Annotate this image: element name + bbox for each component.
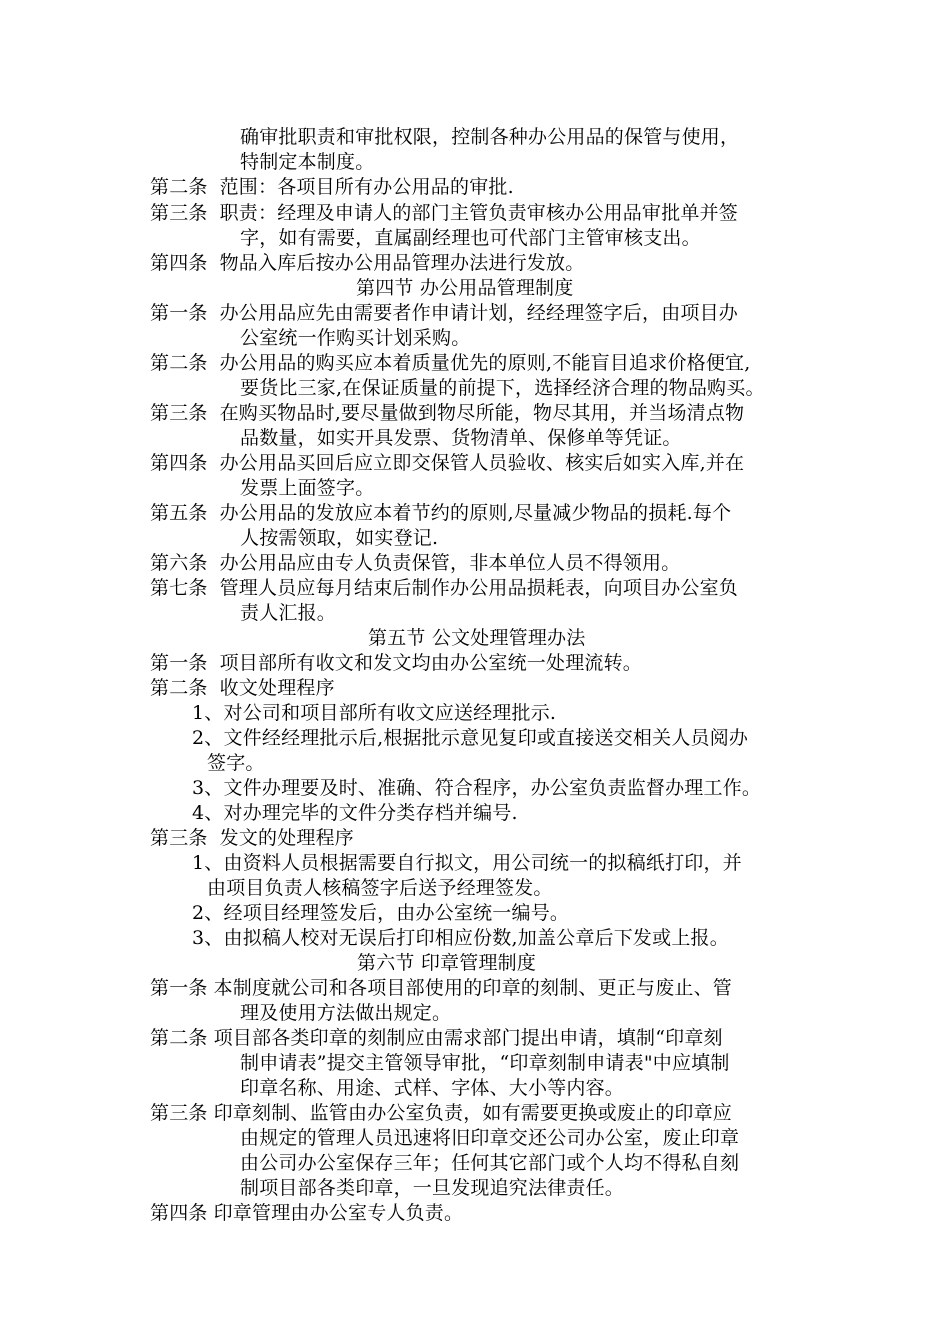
section-title: 第六节 印章管理制度: [357, 952, 537, 974]
article-label: 第六条: [150, 552, 208, 574]
article-line: [150, 1100, 732, 1126]
article-line: [150, 550, 680, 576]
article-line: [150, 250, 584, 276]
article-text: 本制度就公司和各项目部使用的印章的刻制、更正与废止、管: [213, 977, 733, 999]
paragraph-line: 要货比三家,在保证质量的前提下，选择经济合理的物品购买。: [240, 377, 765, 399]
article-text: 在购买物品时,要尽量做到物尽所能，物尽其用，并当场清点物: [219, 402, 745, 424]
article-label: 第一条: [150, 652, 208, 674]
article-line: [150, 1025, 723, 1051]
article-line: [150, 350, 751, 376]
list-item-continuation: 签字。: [207, 752, 265, 774]
article-line: [150, 200, 738, 226]
article-text: 物品入库后按办公用品管理办法进行发放。: [219, 252, 585, 274]
article-text: 项目部各类印章的刻制应由需求部门提出申请，填制“印章刻: [213, 1027, 723, 1049]
article-line: [150, 300, 738, 326]
article-label: 第一条: [150, 302, 208, 324]
list-item: 2、文件经经理批示后,根据批示意见复印或直接送交相关人员阅办: [192, 727, 749, 749]
paragraph-line: 制项目部各类印章，一旦发现追究法律责任。: [240, 1177, 625, 1199]
article-line: [150, 500, 731, 526]
article-text: 办公用品的发放应本着节约的原则,尽量减少物品的损耗.每个: [219, 502, 732, 524]
article-text: 项目部所有收文和发文均由办公室统一处理流转。: [219, 652, 643, 674]
article-text: 职责：经理及申请人的部门主管负责审核办公用品审批单并签: [219, 202, 739, 224]
article-line: [150, 675, 335, 701]
section-title: 第四节 办公用品管理制度: [356, 277, 574, 299]
list-item: 1、由资料人员根据需要自行拟文，用公司统一的拟稿纸打印，并: [192, 852, 742, 874]
list-item: 2、经项目经理签发后，由办公室统一编号。: [192, 902, 570, 924]
article-label: 第五条: [150, 502, 208, 524]
article-line: [150, 450, 744, 476]
article-text: 收文处理程序: [219, 677, 335, 699]
article-label: 第二条: [150, 677, 208, 699]
list-item: 3、由拟稿人校对无误后打印相应份数,加盖公章后下发或上报。: [192, 927, 729, 949]
list-item: 3、文件办理要及时、准确、符合程序，办公室负责监督办理工作。: [192, 777, 762, 799]
article-label: 第一条: [150, 977, 208, 999]
article-text: 管理人员应每月结束后制作办公用品损耗表，向项目办公室负: [219, 577, 739, 599]
article-label: 第二条: [150, 176, 208, 198]
paragraph-line: 公室统一作购买计划采购。: [240, 327, 471, 349]
paragraph-line: 确审批职责和审批权限，控制各种办公用品的保管与使用，: [240, 126, 740, 148]
article-text: 办公用品的购买应本着质量优先的原则,不能盲目追求价格便宜,: [219, 352, 751, 374]
article-label: 第七条: [150, 577, 208, 599]
article-line: [150, 825, 354, 851]
article-line: [150, 174, 514, 200]
article-text: 发文的处理程序: [219, 827, 355, 849]
paragraph-line: 责人汇报。: [240, 602, 337, 624]
paragraph-line: 特制定本制度。: [240, 151, 375, 173]
article-label: 第三条: [150, 402, 208, 424]
article-text: 办公用品买回后应立即交保管人员验收、核实后如实入库,并在: [219, 452, 745, 474]
list-item: 4、对办理完毕的文件分类存档并编号.: [192, 802, 518, 824]
paragraph-line: 发票上面签字。: [240, 477, 375, 499]
article-text: 范围：各项目所有办公用品的审批.: [219, 176, 514, 198]
article-label: 第四条: [150, 1202, 208, 1224]
article-line: [150, 575, 738, 601]
article-label: 第三条: [150, 827, 208, 849]
article-text: 办公用品应先由需要者作申请计划，经经理签字后，由项目办: [219, 302, 739, 324]
paragraph-line: 字，如有需要，直属副经理也可代部门主管审核支出。: [240, 227, 701, 249]
article-label: 第三条: [150, 202, 208, 224]
paragraph-line: 理及使用方法做出规定。: [240, 1002, 452, 1024]
article-line: [150, 650, 642, 676]
paragraph-line: 由公司办公室保存三年；任何其它部门或个人均不得私自刻: [240, 1152, 740, 1174]
paragraph-line: 由规定的管理人员迅速将旧印章交还公司办公室，废止印章: [240, 1127, 740, 1149]
article-label: 第二条: [150, 352, 208, 374]
article-label: 第四条: [150, 452, 208, 474]
section-title: 第五节 公文处理管理办法: [368, 627, 586, 649]
article-label: 第三条: [150, 1102, 208, 1124]
paragraph-line: 品数量，如实开具发票、货物清单、保修单等凭证。: [240, 427, 682, 449]
paragraph-line: 人按需领取，如实登记.: [240, 527, 439, 549]
article-label: 第四条: [150, 252, 208, 274]
article-label: 第二条: [150, 1027, 208, 1049]
article-line: [150, 1200, 463, 1226]
paragraph-line: 制申请表”提交主管领导审批，“印章刻制申请表"中应填制: [240, 1052, 730, 1074]
list-item: 1、对公司和项目部所有收文应送经理批示.: [192, 702, 557, 724]
article-text: 印章刻制、监管由办公室负责，如有需要更换或废止的印章应: [213, 1102, 733, 1124]
article-line: [150, 400, 744, 426]
article-text: 办公用品应由专人负责保管，非本单位人员不得领用。: [219, 552, 681, 574]
article-line: [150, 975, 732, 1001]
paragraph-line: 印章名称、用途、式样、字体、大小等内容。: [240, 1077, 625, 1099]
list-item-continuation: 由项目负责人核稿签字后送予经理签发。: [207, 877, 553, 899]
article-text: 印章管理由办公室专人负责。: [213, 1202, 464, 1224]
